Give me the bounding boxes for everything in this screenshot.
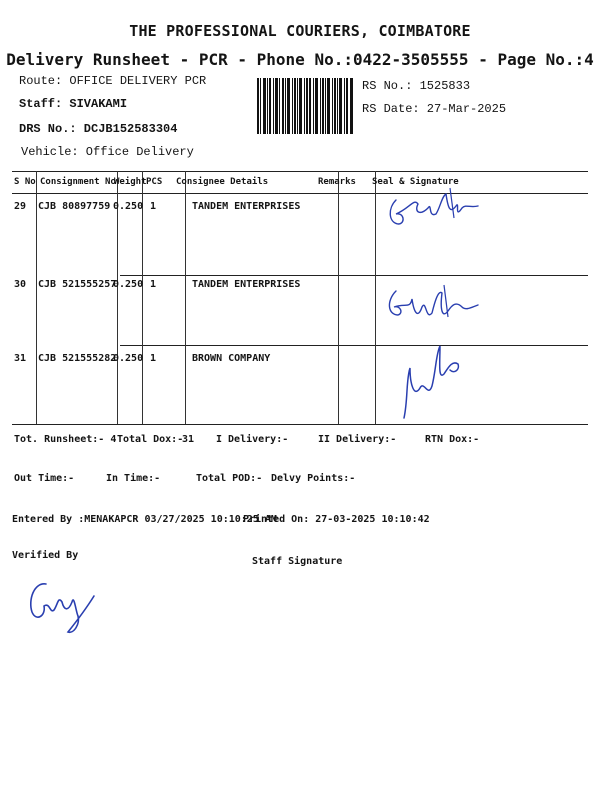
table-row-consignment-no: CJB 521555282 [38,353,117,364]
table-row-consignment-no: CJB 521555257 [38,279,117,290]
column-divider [375,171,376,424]
document-subtitle: Delivery Runsheet - PCR - Phone No.:0422-3505555 - Page No.:4 [6,50,594,69]
table-row-pcs: 1 [150,201,157,212]
table-row-consignee: BROWN COMPANY [192,353,271,364]
table-row-consignment-no: CJB 80897759 [38,201,111,212]
header-weight: Weight [114,177,147,187]
table-header-rule [12,193,588,194]
in-time: In Time:- [106,473,161,484]
table-row-pcs: 1 [150,279,157,290]
rtn-dox: RTN Dox:- [425,434,480,445]
drs-number: DRS No.: DCJB152583304 [19,122,178,136]
document-title: THE PROFESSIONAL COURIERS, COIMBATORE [129,22,471,40]
table-row-s-no: 29 [14,201,27,212]
total-dox-value: 31 [182,434,195,445]
header-pcs: PCS [146,177,163,187]
table-row-weight: 0.250 [113,201,144,212]
rs-date: RS Date: 27-Mar-2025 [362,102,507,116]
signature-row-30 [382,279,482,329]
total-runsheet: Tot. Runsheet:- 4 [14,434,117,445]
header-seal-signature: Seal & Signature [372,177,459,187]
table-row-consignee: TANDEM ENTERPRISES [192,201,301,212]
verified-by-label: Verified By [12,550,79,561]
i-delivery: I Delivery:- [216,434,289,445]
table-row-consignee: TANDEM ENTERPRISES [192,279,301,290]
table-row-pcs: 1 [150,353,157,364]
table-row-weight: 0.250 [113,279,144,290]
total-dox-label: Total Dox:- [117,434,184,445]
entered-by: Entered By :MENAKAPCR 03/27/2025 10:10:25 AM [12,514,277,525]
printed-on: Printed On: 27-03-2025 10:10:42 [243,514,430,525]
out-time: Out Time:- [14,473,75,484]
table-row-s-no: 31 [14,353,27,364]
table-row-weight: 0.250 [113,353,144,364]
route-label: Route: OFFICE DELIVERY PCR [19,74,207,88]
staff-label: Staff: SIVAKAMI [19,97,128,111]
header-consignment-no: Consignment No [40,177,116,187]
row-divider [120,275,588,276]
rs-number: RS No.: 1525833 [362,79,471,93]
verified-signature [24,572,102,642]
barcode [257,78,353,134]
total-pod: Total POD:- [196,473,263,484]
signature-row-31 [396,340,466,422]
table-row-s-no: 30 [14,279,27,290]
staff-signature-label: Staff Signature [252,556,343,567]
row-divider [120,345,588,346]
column-divider [185,171,186,424]
header-remarks: Remarks [318,177,356,187]
table-top-rule [12,171,588,172]
delivery-points: Delvy Points:- [271,473,356,484]
ii-delivery: II Delivery:- [318,434,397,445]
header-consignee: Consignee Details [176,177,269,187]
table-bottom-rule [12,424,588,425]
column-divider [338,171,339,424]
signature-row-29 [384,178,484,234]
column-divider [36,171,37,424]
header-s-no: S No [14,177,36,187]
vehicle-label: Vehicle: Office Delivery [21,145,194,159]
